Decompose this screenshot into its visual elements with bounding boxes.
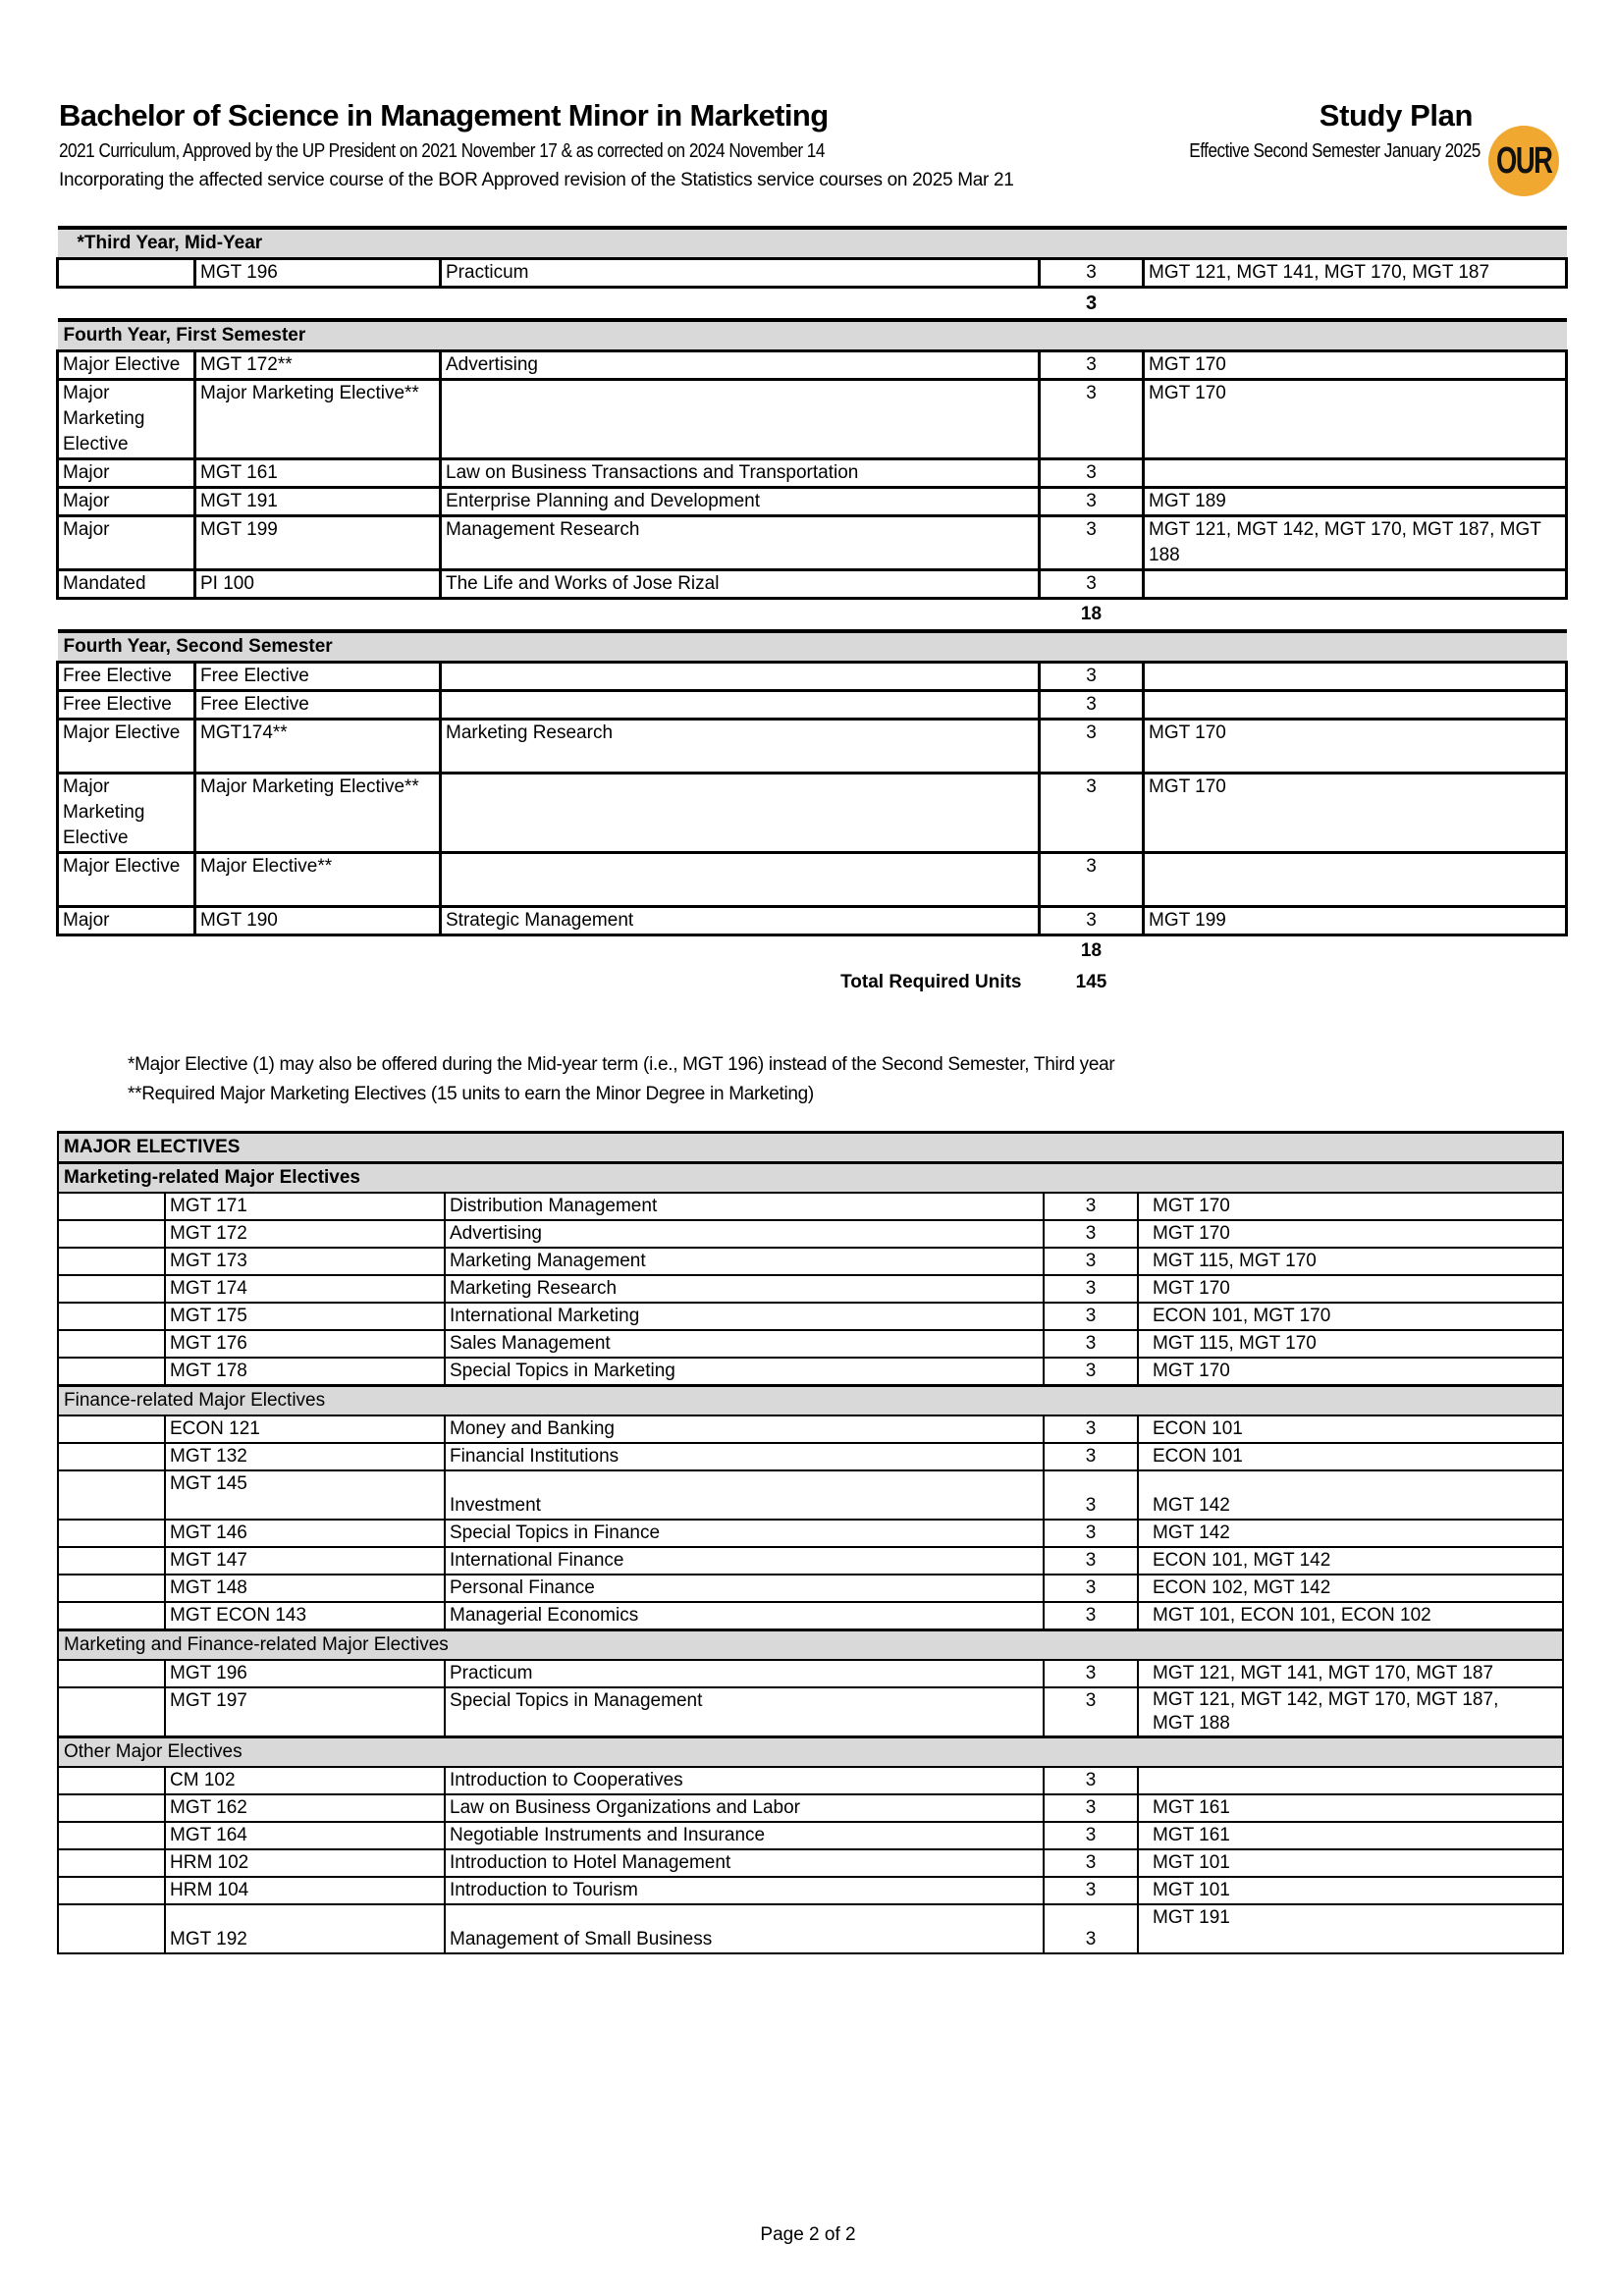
document-title: Bachelor of Science in Management Minor in Marketing [59, 98, 829, 133]
course-title [441, 663, 1040, 691]
course-title: Management of Small Business [445, 1904, 1044, 1953]
course-type: Major Elective [58, 720, 195, 774]
course-code: Free Elective [195, 663, 441, 691]
course-code: MGT 174 [165, 1275, 445, 1303]
course-units: 3 [1040, 570, 1144, 599]
course-prereq: MGT 142 [1138, 1520, 1563, 1547]
subtotal-row [58, 288, 1567, 321]
course-units: 3 [1040, 380, 1144, 459]
table-row [58, 1248, 1563, 1275]
course-code: PI 100 [195, 570, 441, 599]
course-title: Introduction to Cooperatives [445, 1767, 1044, 1794]
course-prereq: MGT 115, MGT 170 [1138, 1248, 1563, 1275]
course-type: Mandated [58, 570, 195, 599]
group-title: Finance-related Major Electives [58, 1386, 1563, 1416]
course-prereq: MGT 170 [1138, 1193, 1563, 1220]
course-code: MGT 199 [195, 516, 441, 570]
course-type: Free Elective [58, 663, 195, 691]
course-units: 3 [1040, 516, 1144, 570]
table-row [58, 1877, 1563, 1904]
course-title: Investment [445, 1470, 1044, 1520]
course-code: Major Marketing Elective** [195, 380, 441, 459]
course-title [441, 774, 1040, 853]
course-code: MGT 197 [165, 1687, 445, 1737]
course-prereq [1144, 691, 1567, 720]
course-code: Free Elective [195, 691, 441, 720]
course-code: HRM 102 [165, 1849, 445, 1877]
course-title: Practicum [441, 259, 1040, 288]
effective-date: Effective Second Semester January 2025 [1189, 140, 1481, 162]
course-prereq: MGT 161 [1138, 1822, 1563, 1849]
course-title: Management Research [441, 516, 1040, 570]
footnotes [128, 1050, 1114, 1109]
course-units: 3 [1044, 1443, 1138, 1470]
course-prereq [1144, 853, 1567, 907]
course-prereq: MGT 101 [1138, 1849, 1563, 1877]
course-units: 3 [1044, 1220, 1138, 1248]
course-type: Major Marketing Elective [58, 774, 195, 853]
grand-total-row [58, 966, 1567, 999]
course-title: Managerial Economics [445, 1602, 1044, 1630]
section-heading-fourth-year-first-sem [58, 320, 1567, 351]
logo-text: OUR [1495, 139, 1552, 182]
section-heading-fourth-year-second-sem [58, 631, 1567, 663]
course-title: Financial Institutions [445, 1443, 1044, 1470]
table-row [58, 774, 1567, 853]
course-prereq: ECON 101, MGT 142 [1138, 1547, 1563, 1575]
course-units: 3 [1044, 1275, 1138, 1303]
table-row [58, 1660, 1563, 1687]
course-code: MGT 132 [165, 1443, 445, 1470]
course-title: Law on Business Organizations and Labor [445, 1794, 1044, 1822]
course-code: MGT 148 [165, 1575, 445, 1602]
section-title: Fourth Year, Second Semester [58, 631, 1567, 663]
course-title [441, 853, 1040, 907]
subtotal-units: 3 [1085, 293, 1098, 314]
course-title: Special Topics in Finance [445, 1520, 1044, 1547]
footnote-midyear: *Major Elective (1) may also be offered during the Mid-year term (i.e., MGT 196) instead of the Second Semester, Third year [128, 1054, 1115, 1075]
course-units: 3 [1044, 1794, 1138, 1822]
course-code: MGT 146 [165, 1520, 445, 1547]
course-title: Marketing Research [445, 1275, 1044, 1303]
subtotal-units: 18 [1080, 604, 1103, 624]
course-code: MGT 196 [165, 1660, 445, 1687]
course-prereq: MGT 170 [1138, 1358, 1563, 1386]
table-row [58, 1767, 1563, 1794]
major-electives-heading [58, 1133, 1563, 1163]
course-prereq: MGT 101 [1138, 1877, 1563, 1904]
group-title: Marketing-related Major Electives [58, 1163, 1563, 1194]
table-row [58, 351, 1567, 380]
course-title: International Finance [445, 1547, 1044, 1575]
group-title: Other Major Electives [58, 1737, 1563, 1768]
course-code: MGT 178 [165, 1358, 445, 1386]
course-type: Major [58, 907, 195, 935]
course-code: HRM 104 [165, 1877, 445, 1904]
group-heading-marketing-and-finance [58, 1630, 1563, 1661]
course-title: Strategic Management [441, 907, 1040, 935]
course-prereq: MGT 170 [1144, 720, 1567, 774]
course-prereq: MGT 101, ECON 101, ECON 102 [1138, 1602, 1563, 1630]
course-units: 3 [1044, 1330, 1138, 1358]
course-code: MGT 192 [165, 1904, 445, 1953]
course-prereq: ECON 101 [1138, 1415, 1563, 1443]
course-prereq: ECON 101, MGT 170 [1138, 1303, 1563, 1330]
course-prereq [1144, 459, 1567, 488]
course-units: 3 [1044, 1303, 1138, 1330]
table-row [58, 720, 1567, 774]
total-required-units-value: 145 [1075, 972, 1107, 992]
table-row [58, 1275, 1563, 1303]
course-prereq: MGT 121, MGT 142, MGT 170, MGT 187, MGT 188 [1138, 1687, 1563, 1737]
course-prereq: MGT 170 [1138, 1275, 1563, 1303]
section-title: *Third Year, Mid-Year [58, 228, 1567, 259]
course-prereq: ECON 102, MGT 142 [1138, 1575, 1563, 1602]
page-number: Page 2 of 2 [760, 2224, 856, 2245]
course-code: MGT 173 [165, 1248, 445, 1275]
course-title: Distribution Management [445, 1193, 1044, 1220]
course-title [441, 691, 1040, 720]
course-prereq [1144, 570, 1567, 599]
study-plan-table [56, 226, 1568, 999]
course-prereq [1144, 663, 1567, 691]
course-code: MGT 191 [195, 488, 441, 516]
course-code: ECON 121 [165, 1415, 445, 1443]
course-code: MGT ECON 143 [165, 1602, 445, 1630]
course-code: MGT 172** [195, 351, 441, 380]
course-units: 3 [1044, 1248, 1138, 1275]
course-units: 3 [1044, 1415, 1138, 1443]
course-units: 3 [1044, 1547, 1138, 1575]
course-prereq: MGT 170 [1144, 351, 1567, 380]
course-prereq: MGT 170 [1138, 1220, 1563, 1248]
course-title: Practicum [445, 1660, 1044, 1687]
course-units: 3 [1044, 1687, 1138, 1737]
course-code: Major Elective** [195, 853, 441, 907]
table-row [58, 1822, 1563, 1849]
table-row [58, 853, 1567, 907]
course-units: 3 [1044, 1520, 1138, 1547]
course-title: Special Topics in Management [445, 1687, 1044, 1737]
table-row [58, 1415, 1563, 1443]
course-units: 3 [1040, 853, 1144, 907]
course-prereq [1138, 1767, 1563, 1794]
table-row [58, 1520, 1563, 1547]
course-prereq: MGT 115, MGT 170 [1138, 1330, 1563, 1358]
course-type: Free Elective [58, 691, 195, 720]
course-type: Major Elective [58, 853, 195, 907]
total-required-units-label: Total Required Units [840, 972, 1022, 992]
course-units: 3 [1040, 691, 1144, 720]
course-code: Major Marketing Elective** [195, 774, 441, 853]
course-prereq: MGT 142 [1138, 1470, 1563, 1520]
table-row [58, 1602, 1563, 1630]
footnote-marketing-electives: **Required Major Marketing Electives (15 units to earn the Minor Degree in Marketing) [128, 1084, 814, 1104]
course-units: 3 [1044, 1575, 1138, 1602]
course-title: Money and Banking [445, 1415, 1044, 1443]
study-plan-label: Study Plan [1319, 98, 1473, 133]
course-title: Marketing Research [441, 720, 1040, 774]
course-units: 3 [1040, 774, 1144, 853]
course-prereq: ECON 101 [1138, 1443, 1563, 1470]
our-logo-icon [1488, 126, 1559, 196]
course-units: 3 [1040, 351, 1144, 380]
table-row [58, 1443, 1563, 1470]
table-row [58, 1193, 1563, 1220]
course-code: MGT 164 [165, 1822, 445, 1849]
course-type: Major [58, 459, 195, 488]
course-title: Law on Business Transactions and Transportation [441, 459, 1040, 488]
section-title: Fourth Year, First Semester [58, 320, 1567, 351]
course-title: Enterprise Planning and Development [441, 488, 1040, 516]
subtotal-row [58, 599, 1567, 632]
table-row [58, 907, 1567, 935]
table-row [58, 380, 1567, 459]
course-units: 3 [1040, 663, 1144, 691]
course-code: MGT 196 [195, 259, 441, 288]
course-title: Introduction to Hotel Management [445, 1849, 1044, 1877]
course-units: 3 [1044, 1193, 1138, 1220]
course-type [58, 259, 195, 288]
course-code: CM 102 [165, 1767, 445, 1794]
course-title: The Life and Works of Jose Rizal [441, 570, 1040, 599]
course-title: Sales Management [445, 1330, 1044, 1358]
subtotal-units: 18 [1080, 940, 1103, 961]
course-prereq: MGT 121, MGT 142, MGT 170, MGT 187, MGT 188 [1144, 516, 1567, 570]
table-row [58, 1687, 1563, 1737]
course-units: 3 [1040, 907, 1144, 935]
course-title: Introduction to Tourism [445, 1877, 1044, 1904]
table-row [58, 1575, 1563, 1602]
course-title: Negotiable Instruments and Insurance [445, 1822, 1044, 1849]
table-row [58, 1470, 1563, 1520]
course-units: 3 [1044, 1358, 1138, 1386]
major-electives-table [57, 1131, 1564, 1954]
section-heading-third-year-midyear [58, 228, 1567, 259]
course-title: Personal Finance [445, 1575, 1044, 1602]
table-row [58, 1849, 1563, 1877]
course-prereq: MGT 121, MGT 141, MGT 170, MGT 187 [1144, 259, 1567, 288]
course-units: 3 [1040, 459, 1144, 488]
table-row [58, 1358, 1563, 1386]
table-row [58, 1220, 1563, 1248]
course-units: 3 [1040, 488, 1144, 516]
table-row [58, 488, 1567, 516]
course-code: MGT174** [195, 720, 441, 774]
table-row [58, 259, 1567, 288]
course-units: 3 [1044, 1470, 1138, 1520]
course-units: 3 [1044, 1904, 1138, 1953]
group-heading-other [58, 1737, 1563, 1768]
table-row [58, 459, 1567, 488]
course-units: 3 [1044, 1602, 1138, 1630]
group-heading-marketing [58, 1163, 1563, 1194]
curriculum-approval-note: 2021 Curriculum, Approved by the UP President on 2021 November 17 & as corrected on 2024 November 14 [59, 140, 825, 162]
table-row [58, 1330, 1563, 1358]
course-title: Advertising [445, 1220, 1044, 1248]
course-code: MGT 172 [165, 1220, 445, 1248]
course-type: Major [58, 516, 195, 570]
course-code: MGT 161 [195, 459, 441, 488]
course-prereq: MGT 199 [1144, 907, 1567, 935]
course-code: MGT 162 [165, 1794, 445, 1822]
course-units: 3 [1044, 1767, 1138, 1794]
course-title: Advertising [441, 351, 1040, 380]
course-units: 3 [1044, 1660, 1138, 1687]
course-units: 3 [1044, 1849, 1138, 1877]
table-row [58, 1794, 1563, 1822]
table-row [58, 663, 1567, 691]
section-title: MAJOR ELECTIVES [58, 1133, 1563, 1163]
course-code: MGT 190 [195, 907, 441, 935]
course-code: MGT 175 [165, 1303, 445, 1330]
course-prereq: MGT 121, MGT 141, MGT 170, MGT 187 [1138, 1660, 1563, 1687]
table-row [58, 1904, 1563, 1953]
course-units: 3 [1044, 1877, 1138, 1904]
table-row [58, 516, 1567, 570]
course-type: Major Marketing Elective [58, 380, 195, 459]
course-prereq: MGT 170 [1144, 380, 1567, 459]
course-units: 3 [1044, 1822, 1138, 1849]
course-title: International Marketing [445, 1303, 1044, 1330]
course-units: 3 [1040, 259, 1144, 288]
course-code: MGT 176 [165, 1330, 445, 1358]
group-title: Marketing and Finance-related Major Electives [58, 1630, 1563, 1661]
course-title: Marketing Management [445, 1248, 1044, 1275]
table-row [58, 570, 1567, 599]
course-title: Special Topics in Marketing [445, 1358, 1044, 1386]
course-units: 3 [1040, 720, 1144, 774]
course-prereq: MGT 189 [1144, 488, 1567, 516]
subtotal-row [58, 935, 1567, 967]
course-prereq: MGT 161 [1138, 1794, 1563, 1822]
course-type: Major [58, 488, 195, 516]
course-prereq: MGT 191 [1138, 1904, 1563, 1953]
table-row [58, 1303, 1563, 1330]
course-code: MGT 145 [165, 1470, 445, 1520]
course-prereq: MGT 170 [1144, 774, 1567, 853]
table-row [58, 691, 1567, 720]
course-title [441, 380, 1040, 459]
table-row [58, 1547, 1563, 1575]
course-code: MGT 147 [165, 1547, 445, 1575]
revision-note: Incorporating the affected service course of the BOR Approved revision of the Statistics service courses on 2025 Mar 21 [59, 170, 1014, 190]
course-type: Major Elective [58, 351, 195, 380]
group-heading-finance [58, 1386, 1563, 1416]
course-code: MGT 171 [165, 1193, 445, 1220]
